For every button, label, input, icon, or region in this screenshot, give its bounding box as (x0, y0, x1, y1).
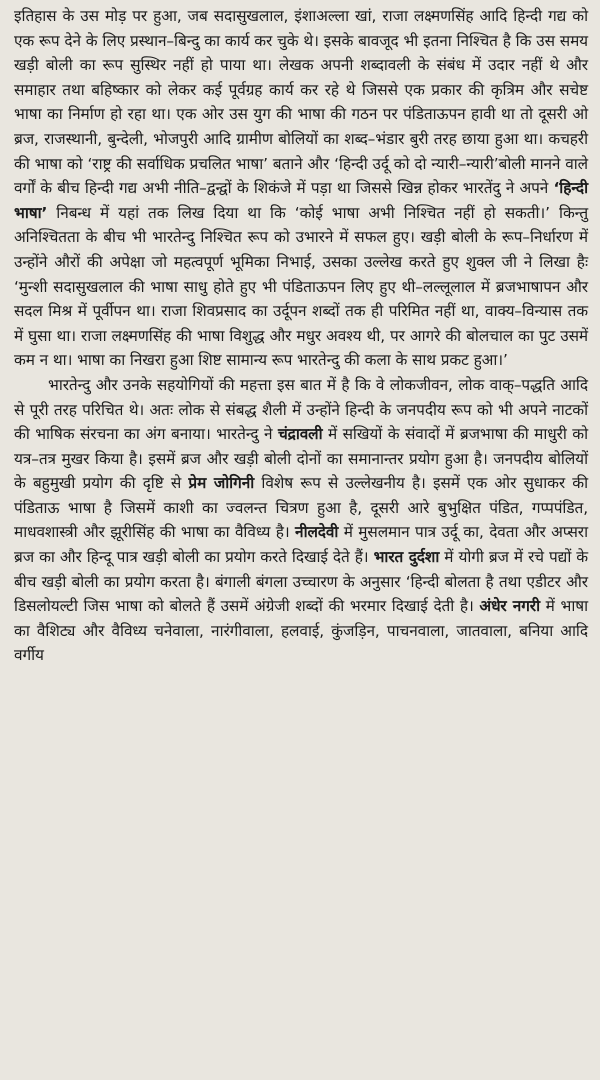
paragraph-2-text-4: में मुसलमान पात्र उर्दू का, देवता और अप्सरा ब्रज का और हिन्दू पात्र खड़ी बोली का प्रयोग करते दिखाई देते हैं। (14, 523, 588, 567)
play-title-chandravali: चंद्रावली (277, 425, 323, 444)
paragraph-1-text-2: निबन्ध में यहां तक लिख दिया था कि ‘कोई भाषा अभी निश्चित नहीं हो सकती।’ किन्तु अनिश्चितता के बीच भी भारतेन्दु निश्चित रूप को उभारने में सफल हुए। खड़ी बोली के रूप–निर्धारण में उन्होंने औरों की अपेक्षा जो महत्वपूर्ण भूमिका निभाई, उसका उल्लेख करते हुए शुक्ल जी ने लिखा हैः ‘मुन्शी सदासुखलाल की भाषा साधु होते हुए भी पंडिताऊपन लिए हुए थी–लल्लूलाल में ब्रजभाषापन और सदल मिश्र में पूर्वीपन था। राजा शिवप्रसाद का उर्दूपन शब्दों तक ही परिमित नहीं था, वाक्य–विन्यास तक में घुसा था। राजा लक्ष्मणसिंह की भाषा विशुद्ध और मधुर अवश्य थी, पर आगरे की बोलचाल का पुट उसमें कम न था। भाषा का निखरा हुआ शिष्ट सामान्य रूप भारतेन्दु की कला के साथ प्रकट हुआ।’ (14, 203, 588, 370)
play-title-bharat-durdasha: भारत दुर्दशा (373, 548, 440, 567)
play-title-andher-nagari: अंधेर नगरी (479, 597, 540, 616)
play-title-prem-jogini: प्रेम जोगिनी (188, 474, 255, 493)
paragraph-2-text-3: विशेष रूप से उल्लेखनीय है। इसमें एक ओर सुधाकर की पंडिताऊ भाषा है जिसमें काशी का ज्वलन्त चित्रण हुआ है, दूसरी आरे बुभुक्षित पंडित, गप्पपंडित, माधवशास्त्री और झूरीसिंह की भाषा का वैविध्य है। (14, 474, 588, 542)
paragraph-2-text-6: में भाषा का वैशिट्य और वैविध्य चनेवाला, नारंगीवाला, हलवाई, कुंजड़िन, पाचनवाला, जातवाला, बनिया आदि वर्गीय (14, 597, 588, 665)
paragraph-1 (14, 4, 588, 373)
essay-title-hindi-bhasha: ‘हिन्दी भाषा’ (14, 179, 588, 222)
paragraph-2-text-5: में योगी ब्रज में रचे पद्यों के बीच खड़ी बोली का प्रयोग करता है। बंगाली बंगला उच्चारण के अनुसार ‘हिन्दी बोलता है तथा एडीटर और डिसलोयल्टी जिस भाषा को बोलते हैं उसमें अंग्रेजी शब्दों की भरमार दिखाई देती है। (14, 548, 589, 616)
paragraph-1-text-1: इतिहास के उस मोड़ पर हुआ, जब सदासुखलाल, इंशाअल्ला खां, राजा लक्ष्मणसिंह आदि हिन्दी गद्य को एक रूप देने के लिए प्रस्थान–बिन्दु का कार्य कर चुके थे। इसके बावजूद भी इतना निश्चित है कि उस समय खड़ी बोली का रूप सुस्थिर नहीं हो पाया था। लेखक अपनी शब्दावली के संबंध में उदार नहीं थे और समाहार तथा बहिष्कार को लेकर कई पूर्वग्रह कार्य कर रहे थे जिससे एक प्रकार की कृत्रिम और सचेष्ट भाषा का निर्माण हो रहा था। एक ओर उस युग की भाषा की गठन पर पंडिताऊपन हावी था तो दूसरी ओ ब्रज, राजस्थानी, बुन्देली, भोजपुरी आदि ग्रामीण बोलियों का शब्द–भंडार बुरी तरह छाया हुआ था। कचहरी की भाषा को ‘राष्ट्र की सर्वाधिक प्रचलित भाषा’ बताने और ‘हिन्दी उर्दू को दो न्यारी–न्यारी’बोली मानने वाले वर्गों के बीच हिन्दी गद्य अभी नीति–द्वन्द्वों के शिकंजे में पड़ा था जिससे खिन्न होकर भारतेंदु ने अपने (14, 7, 588, 198)
play-title-neeldevi: नीलदेवी (295, 523, 339, 542)
paragraph-2-text-2: में सखियों के संवादों में ब्रजभाषा की माधुरी को यत्र–तत्र मुखर किया है। इसमें ब्रज और खड़ी बोली दोनों का समानान्तर प्रयोग हुआ है। जनपदीय बोलियों के बहुमुखी प्रयोग की दृष्टि से (14, 425, 588, 493)
paragraph-2 (14, 373, 588, 668)
paragraph-2-text-1: भारतेन्दु और उनके सहयोगियों की महत्ता इस बात में है कि वे लोकजीवन, लोक वाक्–पद्धति आदि से पूरी तरह परिचित थे। अतः लोक से संबद्ध शैली में उन्होंने हिन्दी के जनपदीय रूप को भी अपने नाटकों की भाषिक संरचना का अंग बनाया। भारतेन्दु ने (14, 375, 588, 444)
